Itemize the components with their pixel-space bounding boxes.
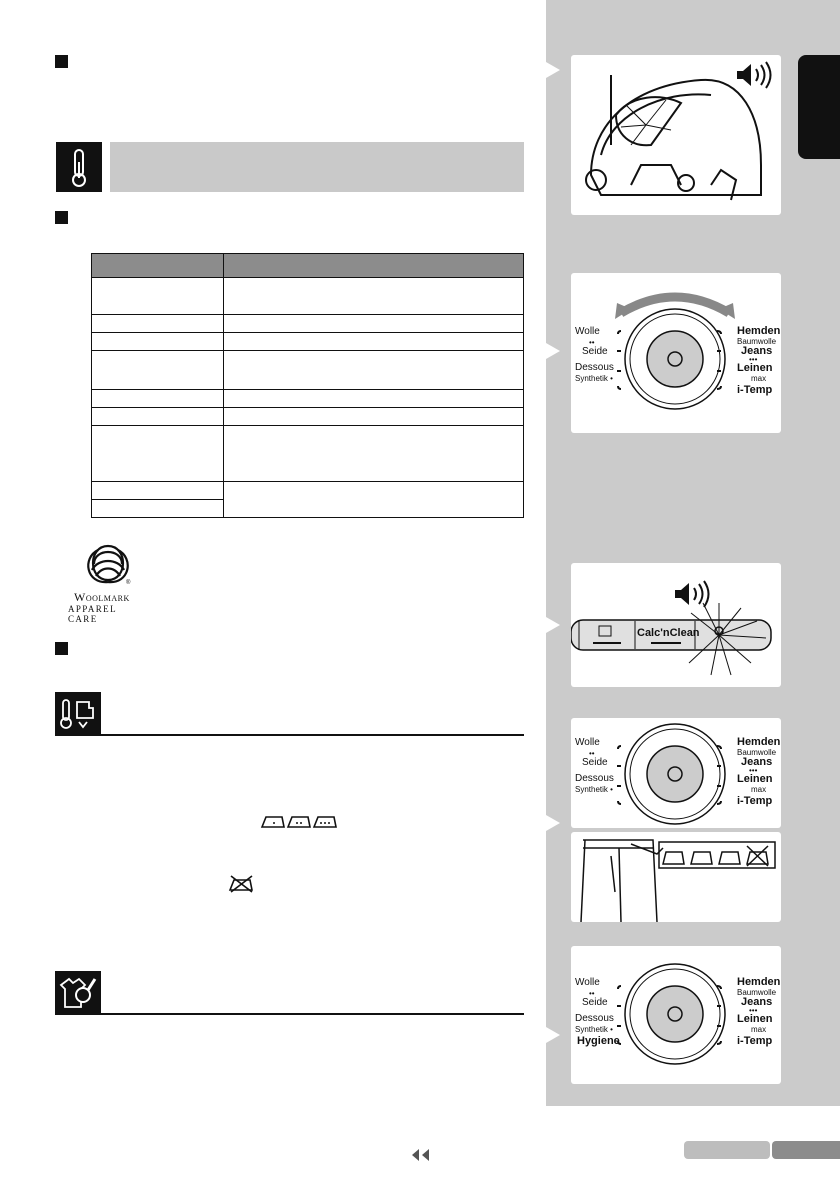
dial-label-wolle: Wolle <box>575 977 600 988</box>
pointer-arrow <box>546 343 560 359</box>
dial-label-itemp: i-Temp <box>737 384 773 396</box>
dial-label-seide: Seide <box>582 757 608 768</box>
dial-label-dessous: Dessous <box>575 362 614 373</box>
bullet-square <box>55 642 68 655</box>
woolmark-logo <box>68 540 148 624</box>
dial-dots: ••• <box>749 1006 758 1015</box>
dial-label-synthetik: Synthetik • <box>575 785 613 794</box>
dial-label-seide: Seide <box>582 997 608 1008</box>
language-tab <box>798 55 840 159</box>
table-row <box>92 390 524 408</box>
table-row <box>92 315 524 333</box>
bullet-square <box>55 211 68 224</box>
dial-label-hemden: Hemden <box>737 325 781 337</box>
dial-dots: ••• <box>749 766 758 775</box>
dial-label-hygiene: Hygiene <box>577 1035 620 1047</box>
table-row <box>92 482 524 500</box>
dial-label-max: max <box>751 374 767 383</box>
dial-panel-itemp <box>571 718 781 828</box>
section-rule <box>101 734 524 736</box>
footer-tab <box>684 1141 770 1159</box>
garment-label-panel <box>571 832 781 922</box>
pointer-arrow <box>546 1027 560 1043</box>
dial-panel-rotate <box>571 273 781 433</box>
table-row <box>92 278 524 315</box>
dial-label-hemden: Hemden <box>737 976 781 988</box>
dial-panel-hygiene <box>571 946 781 1084</box>
pointer-arrow <box>546 617 560 633</box>
speaker-icon <box>671 579 711 609</box>
dial-dots: •• <box>589 989 595 998</box>
dial-label-jeans: Jeans <box>741 345 773 357</box>
dial-label-dessous: Dessous <box>575 1013 614 1024</box>
dial-label-leinen: Leinen <box>737 1013 773 1025</box>
thermometer-icon <box>56 142 102 192</box>
svg-text:®: ® <box>126 580 131 586</box>
table-row <box>92 426 524 482</box>
table-row <box>92 351 524 390</box>
dial-label-max: max <box>751 785 767 794</box>
control-panel-image <box>571 563 781 687</box>
dial-label-baumwolle: Baumwolle <box>737 337 777 346</box>
section-rule <box>101 1013 524 1015</box>
dial-label-jeans: Jeans <box>741 996 773 1008</box>
dial-label-baumwolle: Baumwolle <box>737 748 777 757</box>
pointer-arrow <box>546 815 560 831</box>
table-row <box>92 408 524 426</box>
double-left-arrow-icon[interactable] <box>410 1148 432 1162</box>
dial-label-leinen: Leinen <box>737 362 773 374</box>
dial-dots: •• <box>589 749 595 758</box>
dial-label-wolle: Wolle <box>575 737 600 748</box>
pointer-arrow <box>546 62 560 78</box>
dial-label-itemp: i-Temp <box>737 795 773 807</box>
no-iron-icon <box>228 875 254 893</box>
woolmark-title: Woolmark <box>74 590 130 604</box>
woolmark-subtitle: APPAREL CARE <box>68 604 117 624</box>
dial-label-wolle: Wolle <box>575 326 600 337</box>
iron-symbols <box>260 812 340 830</box>
section-header-band <box>110 142 524 192</box>
dial-dots: •• <box>589 338 595 347</box>
dial-label-synthetik: Synthetik • <box>575 374 613 383</box>
bullet-square <box>55 55 68 68</box>
dial-label-jeans: Jeans <box>741 756 773 768</box>
thermometer-steam-icon <box>55 692 101 736</box>
dial-label-baumwolle: Baumwolle <box>737 988 777 997</box>
calc-clean-label: Calc'nClean <box>637 627 700 639</box>
table-header-row <box>92 254 524 278</box>
dial-label-synthetik: Synthetik • <box>575 1025 613 1034</box>
dial-label-max: max <box>751 1025 767 1034</box>
dial-label-seide: Seide <box>582 346 608 357</box>
temperature-table <box>91 253 524 518</box>
shirt-magnifier-icon <box>55 971 101 1015</box>
dial-label-leinen: Leinen <box>737 773 773 785</box>
dial-label-dessous: Dessous <box>575 773 614 784</box>
dial-dots: ••• <box>749 355 758 364</box>
speaker-icon <box>733 60 773 90</box>
table-row <box>92 333 524 351</box>
dial-label-hemden: Hemden <box>737 736 781 748</box>
footer-tab-active <box>772 1141 840 1159</box>
dial-label-itemp: i-Temp <box>737 1035 773 1047</box>
